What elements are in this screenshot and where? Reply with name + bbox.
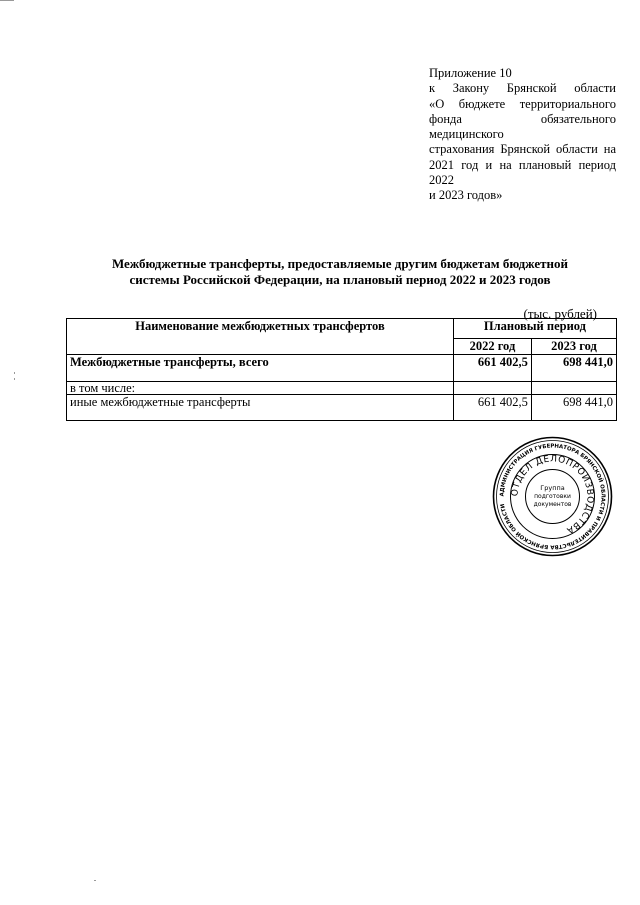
table-row [67, 382, 617, 395]
title-line: системы Российской Федерации, на плановый период 2022 и 2023 годов [129, 272, 551, 287]
row-value-2023: 698 441,0 [531, 355, 616, 382]
office-stamp-seal [492, 436, 613, 557]
row-value-2022 [453, 382, 531, 395]
header-period: Плановый период [453, 319, 616, 339]
row-value-2023 [531, 382, 616, 395]
scan-artifact [0, 0, 14, 1]
annex-reference [429, 66, 616, 204]
row-name: иные межбюджетные трансферты [67, 395, 454, 421]
annex-line: страхования Брянской области на [429, 142, 616, 157]
units-label: (тыс. рублей) [523, 306, 597, 321]
header-name: Наименование межбюджетных трансфертов [67, 319, 454, 355]
stamp-center-line: документов [533, 501, 572, 508]
stamp-outer-text: АДМИНИСТРАЦИЯ ГУБЕРНАТОРА БРЯНСКОЙ ОБЛАСТИ И ПРАВИТЕЛЬСТВА БРЯНСКОЙ ОБЛАСТИ [499, 443, 606, 550]
stamp-center-line: Группа [540, 484, 565, 492]
annex-number: Приложение 10 [429, 66, 512, 80]
scan-artifact [14, 378, 15, 380]
table-row [67, 355, 617, 382]
document-title [90, 256, 590, 288]
row-value-2022: 661 402,5 [453, 355, 531, 382]
row-name: Межбюджетные трансферты, всего [67, 355, 454, 382]
table-header-row [67, 319, 617, 339]
annex-line: 2021 год и на плановый период 2022 [429, 157, 616, 188]
annex-line: к Закону Брянской области [429, 81, 616, 96]
scan-artifact [94, 880, 96, 881]
annex-line: и 2023 годов» [429, 188, 503, 203]
header-year-2023: 2023 год [531, 339, 616, 355]
row-value-2023: 698 441,0 [531, 395, 616, 421]
stamp-inner-text: ОТДЕЛ ДЕЛОПРОИЗВОДСТВА [510, 454, 595, 536]
transfers-table [66, 318, 617, 421]
annex-line: «О бюджете территориального [429, 96, 616, 111]
header-year-2022: 2022 год [453, 339, 531, 355]
stamp-center-line: подготовки [534, 493, 571, 500]
row-name: в том числе: [67, 382, 454, 395]
annex-line: фонда обязательного медицинского [429, 111, 616, 142]
title-line: Межбюджетные трансферты, предоставляемые другим бюджетам бюджетной [111, 256, 569, 271]
table-row [67, 395, 617, 421]
row-value-2022: 661 402,5 [453, 395, 531, 421]
scan-artifact [14, 372, 15, 374]
